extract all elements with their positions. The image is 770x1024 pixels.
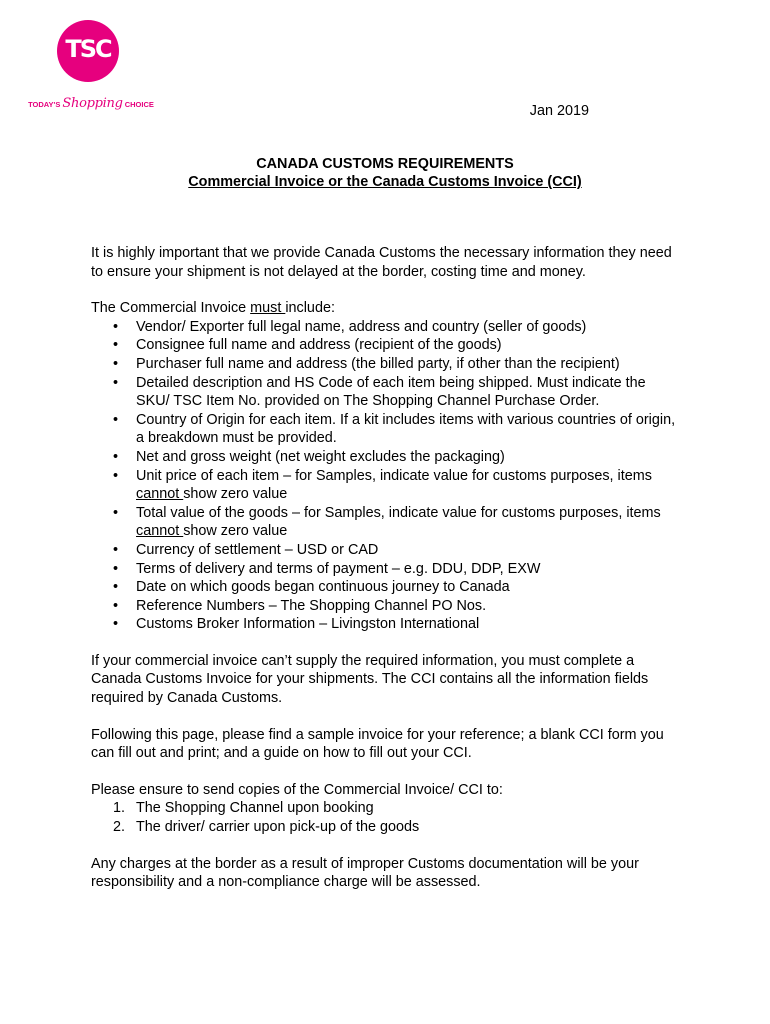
following-paragraph: Following this page, please find a sample invoice for your reference; a blank CCI form you can fill out and print; and a guide on how to fill out your CCI. [91, 726, 664, 762]
document-title: CANADA CUSTOMS REQUIREMENTS [256, 156, 514, 172]
total-value-after: show zero value [183, 523, 288, 540]
list-item [91, 355, 681, 374]
bullet-glyph: • [113, 337, 119, 354]
send-copies-list [91, 799, 681, 836]
list-item [91, 578, 681, 597]
send-copies-lead: Please ensure to send copies of the Commercial Invoice/ CCI to: [91, 781, 503, 798]
list-item [91, 615, 681, 634]
document-subtitle: Commercial Invoice or the Canada Customs Invoice (CCI) [188, 174, 582, 190]
bullet-glyph: • [113, 374, 119, 391]
unit-price-emph: cannot [136, 486, 184, 503]
document-heading [0, 155, 770, 191]
logo-tagline-script: Shopping [62, 96, 123, 111]
bullet-glyph: • [113, 411, 119, 428]
bullet-glyph: • [113, 504, 119, 521]
must-include-lead-emph: must [250, 300, 286, 317]
list-item-text: Detailed description and HS Code of each item being shipped. Must indicate the SKU/ TSC Item No. provided on The Shopping Channel Purchase Order. [136, 374, 646, 410]
unit-price-before: Unit price of each item – for Samples, indicate value for customs purposes, items [136, 467, 652, 484]
bullet-glyph: • [113, 355, 119, 372]
list-item [91, 374, 681, 411]
charges-paragraph: Any charges at the border as a result of improper Customs documentation will be your responsibility and a non-compliance charge will be assessed. [91, 855, 639, 891]
bullet-glyph: • [113, 541, 119, 558]
bullet-glyph: • [113, 318, 119, 335]
list-item-text: Country of Origin for each item. If a kit includes items with various countries of origin, a breakdown must be provided. [136, 411, 676, 447]
bullet-glyph: • [113, 467, 119, 484]
list-item [91, 318, 681, 337]
bullet-glyph: • [113, 579, 119, 596]
list-item-text: Currency of settlement – USD or CAD [136, 541, 379, 558]
bullet-glyph: • [113, 560, 119, 577]
list-item-text: The Shopping Channel upon booking [136, 800, 374, 817]
list-item-text: Purchaser full name and address (the billed party, if other than the recipient) [136, 355, 620, 372]
bullet-glyph: • [113, 597, 119, 614]
list-item-text: Reference Numbers – The Shopping Channel PO Nos. [136, 597, 487, 614]
list-item-unit-price [91, 467, 681, 504]
document-date: Jan 2019 [529, 103, 589, 119]
bullet-glyph: • [113, 616, 119, 633]
tsc-logo [26, 16, 156, 116]
list-item-total-value [91, 504, 681, 541]
list-item [91, 541, 681, 560]
list-item-text: The driver/ carrier upon pick-up of the goods [136, 819, 420, 836]
list-item-text: Vendor/ Exporter full legal name, address and country (seller of goods) [136, 318, 587, 335]
list-item-number: 2. [113, 819, 126, 836]
list-item-text: Date on which goods began continuous journey to Canada [136, 579, 510, 596]
logo-tagline [26, 96, 156, 111]
list-item [91, 818, 681, 837]
bullet-glyph: • [113, 448, 119, 465]
list-item [91, 560, 681, 579]
must-include-lead-after: include: [285, 300, 335, 317]
intro-paragraph: It is highly important that we provide Canada Customs the necessary information they need to ensure your shipment is not delayed at the border, costing time and money. [91, 245, 672, 280]
must-include-lead-before: The Commercial Invoice [91, 300, 251, 317]
logo-tagline-left: TODAY'S [28, 100, 61, 109]
list-item-text: Net and gross weight (net weight excludes the packaging) [136, 448, 505, 465]
list-item [91, 336, 681, 355]
list-item-text: Consignee full name and address (recipient of the goods) [136, 337, 502, 354]
logo-letters: TSC [65, 35, 111, 63]
requirements-list [91, 318, 681, 634]
list-item [91, 799, 681, 818]
list-item-text: Customs Broker Information – Livingston International [136, 616, 480, 633]
list-item [91, 411, 681, 448]
list-item [91, 448, 681, 467]
total-value-before: Total value of the goods – for Samples, indicate value for customs purposes, items [136, 504, 661, 521]
cci-paragraph: If your commercial invoice can’t supply the required information, you must complete a Canada Customs Invoice for your shipments. The CCI contains all the information fields required by Canada Customs. [91, 652, 649, 707]
list-item-text: Terms of delivery and terms of payment – e.g. DDU, DDP, EXW [136, 560, 541, 577]
logo-tagline-right: CHOICE [124, 100, 154, 109]
list-item-number: 1. [113, 800, 126, 817]
unit-price-after: show zero value [183, 486, 288, 503]
document-body [91, 244, 681, 892]
must-include-lead [91, 299, 681, 318]
list-item [91, 597, 681, 616]
total-value-emph: cannot [136, 523, 184, 540]
